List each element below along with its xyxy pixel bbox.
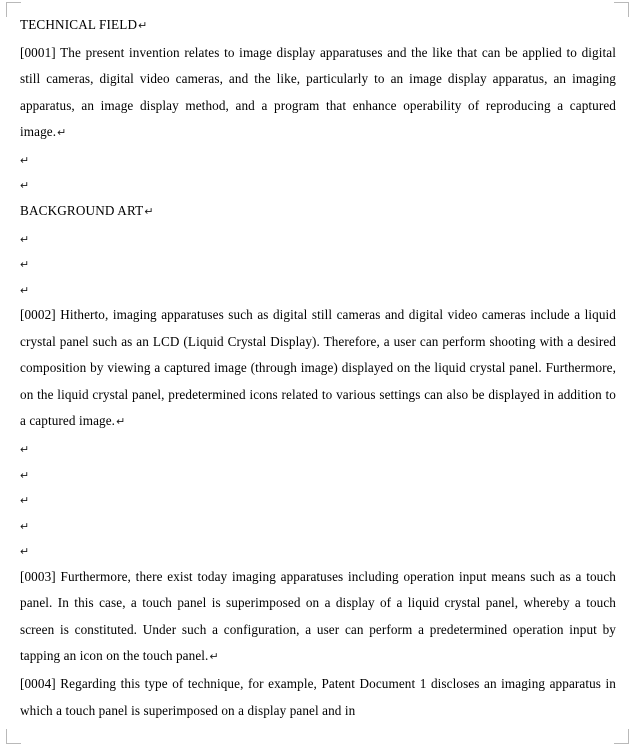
paragraph-mark-icon: ↵ — [20, 469, 30, 482]
paragraph-text: [0002] Hitherto, imaging apparatuses such as digital still cameras and digital video cameras include a liquid crystal panel such as an LCD (Liquid Crystal Display). Therefore, a user can perform shooting with a desired composition by viewing a captured image (through image) displayed on the liquid crystal panel. Furthermore, on the liquid crystal panel, predetermined icons related to various settings can also be displayed in addition to a captured image. — [20, 307, 616, 429]
empty-paragraph — [20, 436, 616, 462]
paragraph-mark-icon: ↵ — [116, 416, 126, 429]
paragraph-mark-icon: ↵ — [20, 233, 30, 246]
page-corner-mark-bottom-right — [614, 729, 629, 744]
page-corner-mark-top-right — [614, 2, 629, 17]
paragraph-text: [0004] Regarding this type of technique, for example, Patent Document 1 discloses an imaging apparatus in which a touch panel is superimposed on a display panel and in — [20, 675, 616, 718]
paragraph-mark-icon: ↵ — [20, 154, 30, 167]
paragraph-mark-icon: ↵ — [20, 444, 30, 457]
paragraph-mark-icon: ↵ — [20, 180, 30, 193]
body-paragraph — [20, 564, 616, 671]
section-heading — [20, 198, 616, 226]
paragraph-text: BACKGROUND ART — [20, 202, 144, 218]
paragraph-text: [0001] The present invention relates to image display apparatuses and the like that can be applied to digital still cameras, digital video cameras, and the like, particularly to an image display apparatus, an imaging apparatus, an image display method, and a program that enhance operability of reproducing a captured image. — [20, 44, 616, 140]
paragraph-mark-icon: ↵ — [138, 20, 148, 32]
paragraph-mark-icon: ↵ — [20, 520, 30, 533]
section-heading — [20, 12, 616, 40]
body-paragraph — [20, 302, 616, 436]
empty-paragraph — [20, 277, 616, 303]
paragraph-mark-icon: ↵ — [20, 495, 30, 508]
empty-paragraph — [20, 226, 616, 252]
body-paragraph — [20, 40, 616, 147]
paragraph-mark-icon: ↵ — [20, 284, 30, 297]
paragraph-mark-icon: ↵ — [20, 546, 30, 559]
page-corner-mark-top-left — [6, 2, 21, 17]
page-corner-mark-bottom-left — [6, 729, 21, 744]
empty-paragraph — [20, 462, 616, 488]
paragraph-mark-icon: ↵ — [144, 205, 154, 218]
empty-paragraph — [20, 147, 616, 173]
paragraph-mark-icon: ↵ — [57, 127, 67, 140]
empty-paragraph — [20, 251, 616, 277]
paragraph-text: [0003] Furthermore, there exist today imaging apparatuses including operation input means such as a touch panel. In this case, a touch panel is superimposed on a display of a liquid crystal panel, whereby a touch screen is constituted. Under such a configuration, a user can perform a predetermined operation input by tapping an icon on the touch panel. — [20, 568, 616, 664]
paragraph-mark-icon: ↵ — [209, 651, 219, 664]
document-body — [20, 12, 616, 724]
empty-paragraph — [20, 538, 616, 564]
empty-paragraph — [20, 172, 616, 198]
empty-paragraph — [20, 513, 616, 539]
empty-paragraph — [20, 487, 616, 513]
paragraph-mark-icon: ↵ — [20, 259, 30, 272]
paragraph-text: TECHNICAL FIELD — [20, 17, 138, 32]
body-paragraph — [20, 671, 616, 724]
